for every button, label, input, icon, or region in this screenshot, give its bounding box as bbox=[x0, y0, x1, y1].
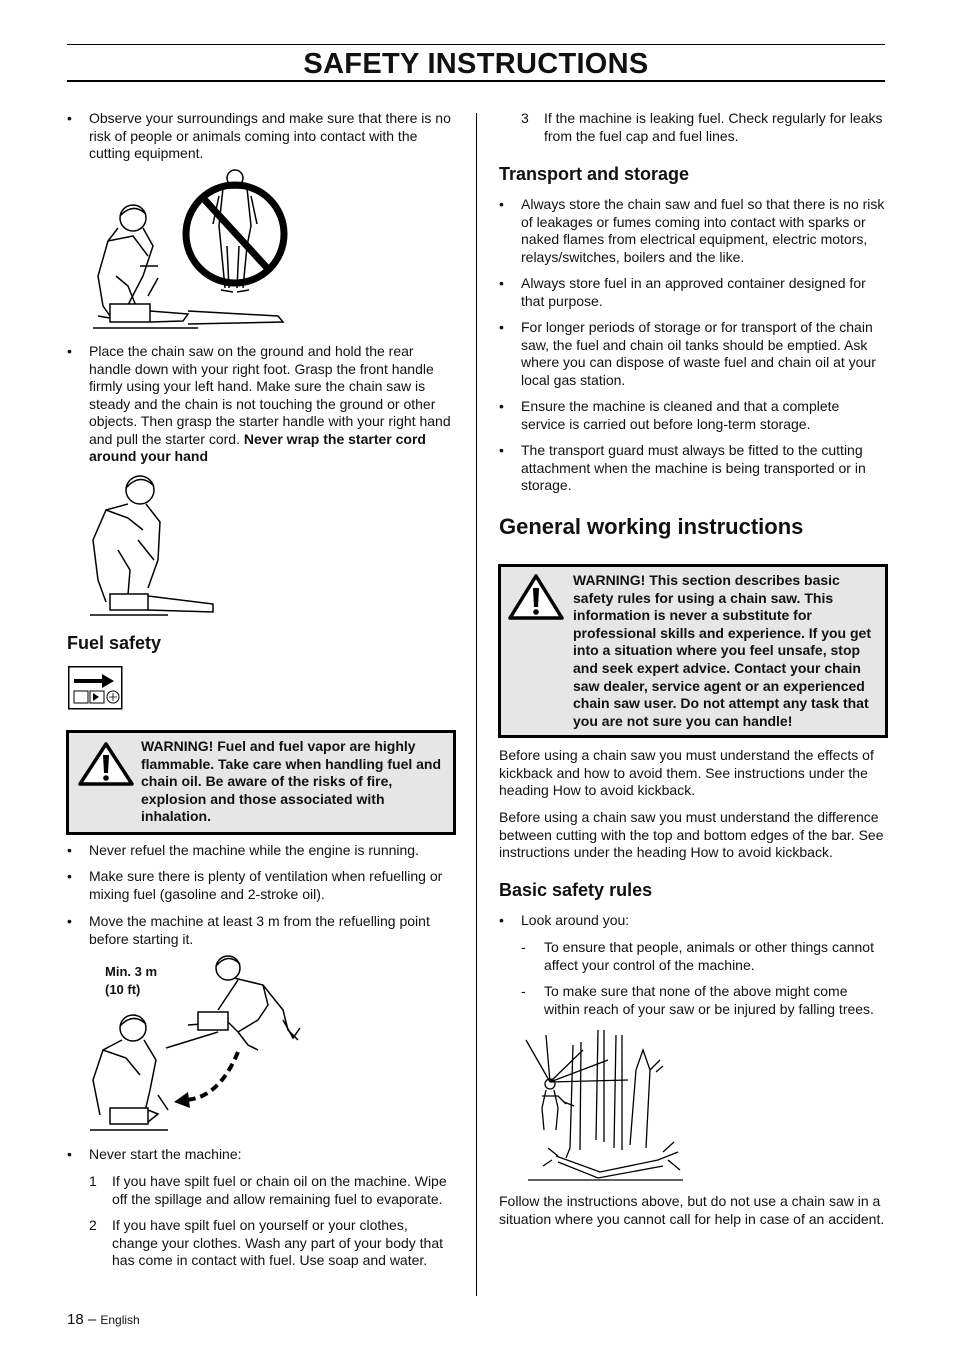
section-heading: Transport and storage bbox=[499, 164, 690, 184]
distance-label: Min. 3 m (10 ft) bbox=[105, 964, 158, 997]
warning-box bbox=[498, 564, 888, 738]
warning-text: WARNING! This section describes basic safety rules for using a chain saw. This information is never a substitute for professional skills and experience. If you get into a situation where you feel unsafe, stop and seek expert advice. Contact your chain saw dealer, service agent or an experienced chain saw user. Do not attempt any task that you are not sure you can handle! bbox=[573, 572, 871, 729]
warning-triangle-icon bbox=[77, 741, 135, 787]
page-number: 18 bbox=[67, 1311, 84, 1328]
bullet-text: The transport guard must always be fitted to the cutting attachment when the machine is being transported or in storage. bbox=[521, 442, 866, 493]
page-header bbox=[67, 44, 885, 82]
starting-chainsaw-illustration bbox=[88, 470, 218, 618]
section-heading: General working instructions bbox=[499, 514, 804, 539]
page-footer: 18 – English bbox=[67, 1311, 140, 1328]
paragraph: Follow the instructions above, but do not use a chain saw in a situation where you cannot call for help in case of an accident. bbox=[499, 1193, 885, 1227]
bullet-text: Place the chain saw on the ground and hold the rear handle down with your right foot. Grasp the front handle firmly using your left hand. Make sure the chain saw is steady and the chain is not touching the ground or other objects. Then grasp the starter handle with your right hand and pull the starter cord. bbox=[89, 343, 451, 447]
refuel-distance-illustration bbox=[88, 950, 308, 1138]
language-label: English bbox=[100, 1313, 140, 1327]
bullet-text: Never start the machine: bbox=[89, 1146, 242, 1162]
bullet-text-bold: Never wrap the starter cord around your hand bbox=[89, 430, 426, 464]
surroundings-illustration bbox=[88, 166, 303, 332]
bullet-text: Always store the chain saw and fuel so that there is no risk of leakages or fumes coming into contact with sparks or naked flames from electrical equipment, electric motors, relays/switches, boilers and the like. bbox=[521, 196, 885, 265]
warning-box bbox=[66, 730, 456, 835]
warning-text: WARNING! Fuel and fuel vapor are highly flammable. Take care when handling fuel and chain oil. Be aware of the risks of fire, explosion and those associated with inhalation. bbox=[141, 738, 442, 825]
bullet-text: Ensure the machine is cleaned and that a complete service is carried out before long-term storage. bbox=[521, 398, 840, 432]
bullet-text: Look around you: bbox=[521, 912, 630, 928]
bullet-text: Move the machine at least 3 m from the refuelling point before starting it. bbox=[89, 913, 430, 947]
bullet-text: Observe your surroundings and make sure that there is no risk of people or animals coming into contact with the cutting equipment. bbox=[89, 110, 451, 161]
fuel-symbol-icon bbox=[68, 666, 123, 710]
bullet-text: Never refuel the machine while the engine is running. bbox=[89, 842, 419, 858]
warning-triangle-icon bbox=[507, 573, 565, 621]
section-heading: Fuel safety bbox=[67, 633, 162, 653]
bullet-text: Always store fuel in an approved container designed for that purpose. bbox=[521, 275, 866, 309]
page-title: SAFETY INSTRUCTIONS bbox=[303, 48, 649, 80]
bullet-text: For longer periods of storage or for transport of the chain saw, the fuel and chain oil tanks should be emptied. Ask where you can dispose of waste fuel and chain oil at your local gas station. bbox=[521, 319, 876, 388]
paragraph: Before using a chain saw you must understand the difference between cutting with the top and bottom edges of the bar. See instructions under the heading How to avoid kickback. bbox=[499, 809, 884, 860]
forest-illustration bbox=[518, 1030, 688, 1182]
column-divider bbox=[476, 113, 477, 1296]
bullet-text: Make sure there is plenty of ventilation when refuelling or mixing fuel (gasoline and 2-stroke oil). bbox=[89, 868, 443, 902]
section-heading: Basic safety rules bbox=[499, 880, 653, 900]
paragraph: Before using a chain saw you must understand the effects of kickback and how to avoid them. See instructions under the heading How to avoid kickback. bbox=[499, 747, 874, 798]
